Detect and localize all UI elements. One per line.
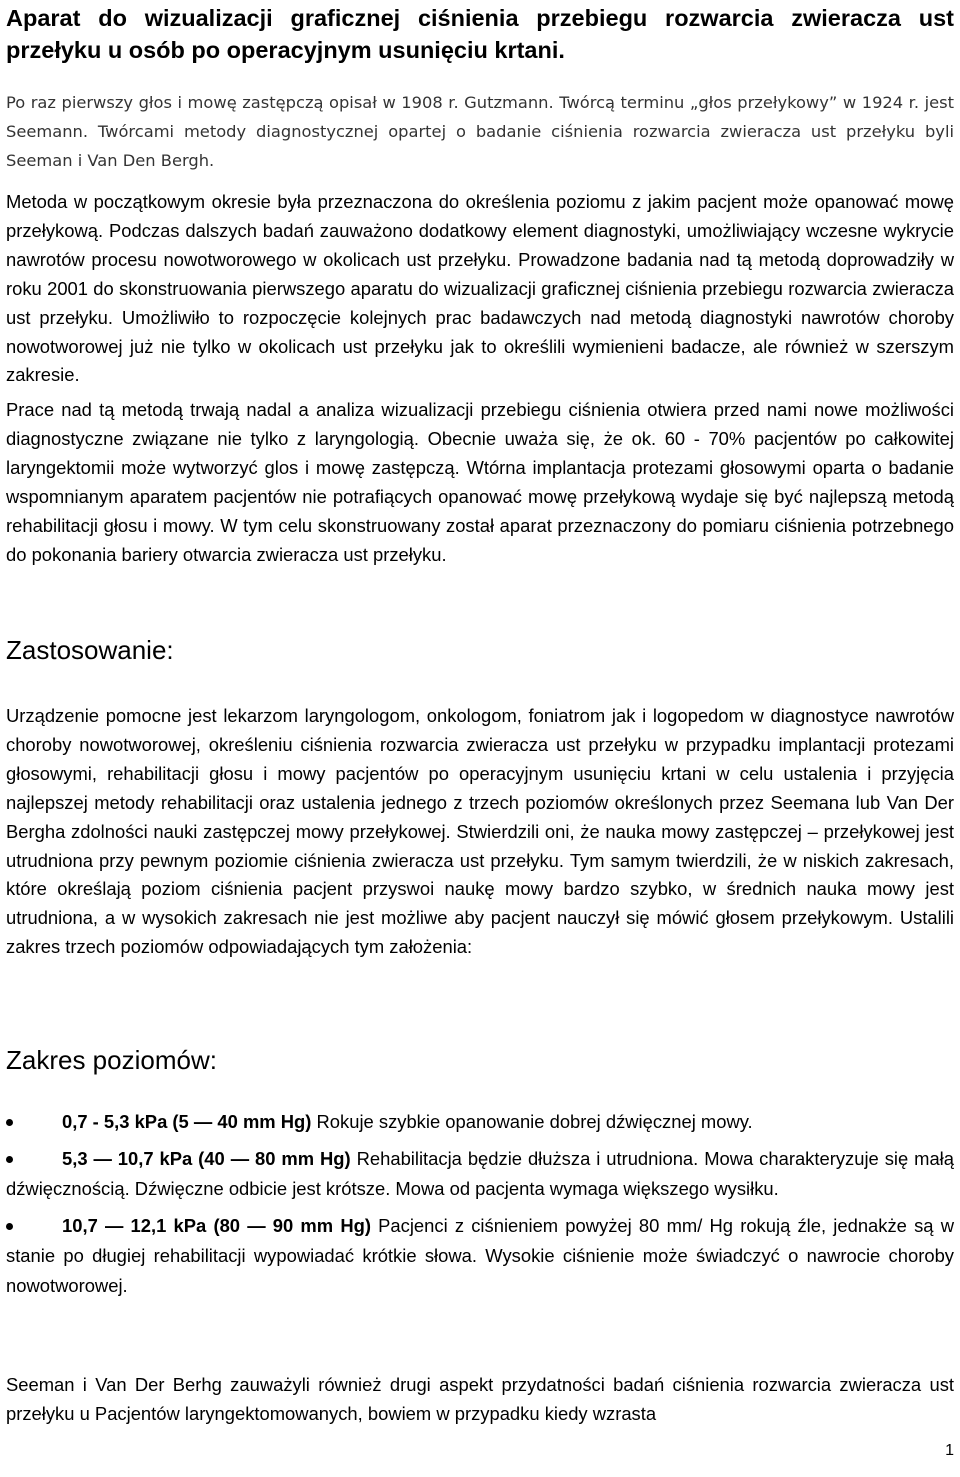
level-description: Rokuje szybkie opanowanie dobrej dźwięcznej mowy. — [311, 1111, 753, 1132]
level-item-low — [6, 1107, 954, 1137]
level-range: 10,7 — 12,1 kPa (80 — 90 mm Hg) — [62, 1215, 371, 1236]
intro-paragraph: Po raz pierwszy głos i mowę zastępczą opisał w 1908 r. Gutzmann. Twórcą terminu „głos przełykowy” w 1924 r. jest Seemann. Twórcami metody diagnostycznej opartej o badanie ciśnienia rozwarcia zwieracza ust przełyku byli Seeman i Van Den Bergh. — [6, 93, 954, 170]
level-description: Pacjenci z ciśnieniem powyżej 80 mm/ Hg rokują źle, jednakże są w stanie po długiej rehabilitacji wypowiadać krótkie słowa. Wysokie ciśnienie może świadczyć o nawrocie choroby nowotworowej. — [6, 1215, 954, 1296]
bullet-icon — [6, 1119, 13, 1126]
bullet-icon — [6, 1156, 13, 1163]
level-description: Rehabilitacja będzie dłuższa i utrudniona. Mowa charakteryzuje się małą dźwięcznością. Dźwięczne odbicie jest krótsze. Mowa od pacjenta wymaga większego wysiłku. — [6, 1148, 954, 1199]
document-title: Aparat do wizualizacji graficznej ciśnienia przebiegu rozwarcia zwieracza ust przełyku u osób po operacyjnym usunięciu krtani. — [6, 5, 954, 63]
levels-list — [6, 1107, 954, 1308]
level-item-medium — [6, 1144, 954, 1204]
level-range: 0,7 - 5,3 kPa (5 — 40 mm Hg) — [62, 1111, 312, 1132]
level-item-high — [6, 1211, 954, 1301]
method-paragraph: Metoda w początkowym okresie była przeznaczona do określenia poziomu z jakim pacjent może opanować mowę przełykową. Podczas dalszych badań zauważono dodatkowy element diagnostyki, umożliwiający wczesne wykrycie nawrotów procesu nowotworowego w okolicach ust przełyku. Prowadzone badania nad tą metodą doprowadziły w roku 2001 do skonstruowania pierwszego aparatu do wizualizacji graficznej ciśnienia przebiegu rozwarcia zwieracza ust przełyku. Umożliwiło to rozpoczęcie kolejnych prac badawczych nad metodą diagnostyki nawrotów choroby nowotworowej już nie tylko w okolicach ust przełyku jak to określili wymienieni badacze, ale również w szerszym zakresie. — [6, 191, 954, 386]
bullet-icon — [6, 1223, 13, 1230]
application-paragraph: Urządzenie pomocne jest lekarzom laryngologom, onkologom, foniatrom jak i logopedom w diagnostyce nawrotów choroby nowotworowej, określeniu ciśnienia rozwarcia zwieracza ust przełyku w przypadku implantacji protezami głosowymi, rehabilitacji głosu i mowy pacjentów po operacyjnym usunięciu krtani w celu ustalenia i przyjęcia najlepszej metody rehabilitacji oraz ustalenia jednego z trzech poziomów określonych przez Seemana lub Van Der Bergha zdolności nauki zastępczej mowy przełykowej. Stwierdzili oni, że nauka mowy zastępczej – przełykowej jest utrudniona przy pewnym poziomie ciśnienia zwieracza ust przełyku. Tym samym twierdzili, że w niskich zakresach, które określają poziom ciśnienia pacjent przyswoi naukę mowy bardzo szybko, w średnich nauka mowy jest utrudniona, a w wysokich zakresach nie jest możliwe aby pacjent nauczył się mówić głosem przełykowym. Ustalili zakres trzech poziomów odpowiadających tym założenia: — [6, 705, 954, 958]
application-heading: Zastosowanie: — [6, 635, 174, 665]
levels-heading: Zakres poziomów: — [6, 1045, 217, 1075]
research-paragraph: Prace nad tą metodą trwają nadal a analiza wizualizacji przebiegu ciśnienia otwiera przed nami nowe możliwości diagnostyczne związane nie tylko z laryngologią. Obecnie uważa się, że ok. 60 - 70% pacjentów po całkowitej laryngektomii może wytworzyć glos i mowę zastępczą. Wtórna implantacja protezami głosowymi oparta o badanie wspomnianym aparatem pacjentów nie potrafiących opanować mowę przełykową wydaje się być najlepszą metodą rehabilitacji głosu i mowy. W tym celu skonstruowany został aparat przeznaczony do pomiaru ciśnienia potrzebnego do pokonania bariery otwarcia zwieracza ust przełyku. — [6, 399, 954, 565]
level-range: 5,3 — 10,7 kPa (40 — 80 mm Hg) — [62, 1148, 351, 1169]
closing-paragraph: Seeman i Van Der Berhg zauważyli również drugi aspekt przydatności badań ciśnienia rozwarcia zwieracza ust przełyku u Pacjentów laryngektomowanych, bowiem w przypadku kiedy wzrasta — [6, 1374, 954, 1424]
page-number: 1 — [945, 1442, 954, 1459]
